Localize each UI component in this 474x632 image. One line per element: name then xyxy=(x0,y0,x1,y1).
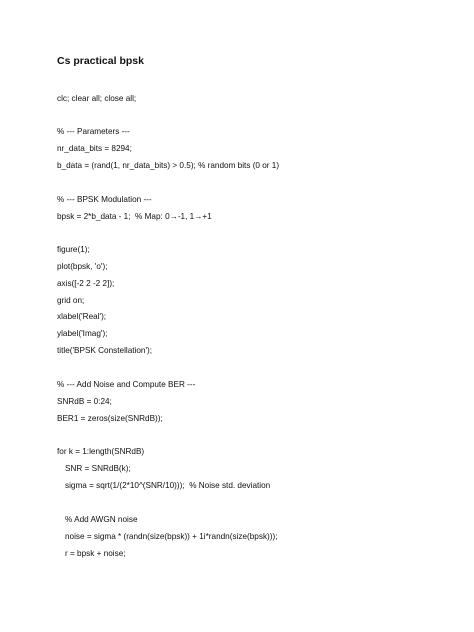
code-line: figure(1); xyxy=(57,245,90,254)
code-line: grid on; xyxy=(57,296,85,305)
code-line: b_data = (rand(1, nr_data_bits) > 0.5); % random bits (0 or 1) xyxy=(57,161,280,170)
code-line: xlabel('Real'); xyxy=(57,312,107,321)
code-line: clc; clear all; close all; xyxy=(57,94,137,103)
code-line: % --- Parameters --- xyxy=(57,127,130,136)
code-line: % --- BPSK Modulation --- xyxy=(57,195,152,204)
code-line: r = bpsk + noise; xyxy=(65,549,126,558)
code-line: % --- Add Noise and Compute BER --- xyxy=(57,380,196,389)
code-line: noise = sigma * (randn(size(bpsk)) + 1i*randn(size(bpsk))); xyxy=(65,532,278,541)
code-line: sigma = sqrt(1/(2*10^(SNR/10))); % Noise std. deviation xyxy=(65,481,271,490)
code-line: title('BPSK Constellation'); xyxy=(57,346,153,355)
code-line: BER1 = zeros(size(SNRdB)); xyxy=(57,414,163,423)
document-title: Cs practical bpsk xyxy=(57,55,144,67)
code-line: SNRdB = 0:24; xyxy=(57,397,112,406)
code-line: ylabel('Imag'); xyxy=(57,329,108,338)
code-line: for k = 1:length(SNRdB) xyxy=(57,447,145,456)
code-line: nr_data_bits = 8294; xyxy=(57,144,132,153)
code-line: plot(bpsk, 'o'); xyxy=(57,262,108,271)
code-line: % Add AWGN noise xyxy=(65,515,138,524)
code-line: bpsk = 2*b_data - 1; % Map: 0→-1, 1→+1 xyxy=(57,212,212,221)
code-line: SNR = SNRdB(k); xyxy=(65,464,131,473)
code-line: axis([-2 2 -2 2]); xyxy=(57,279,115,288)
